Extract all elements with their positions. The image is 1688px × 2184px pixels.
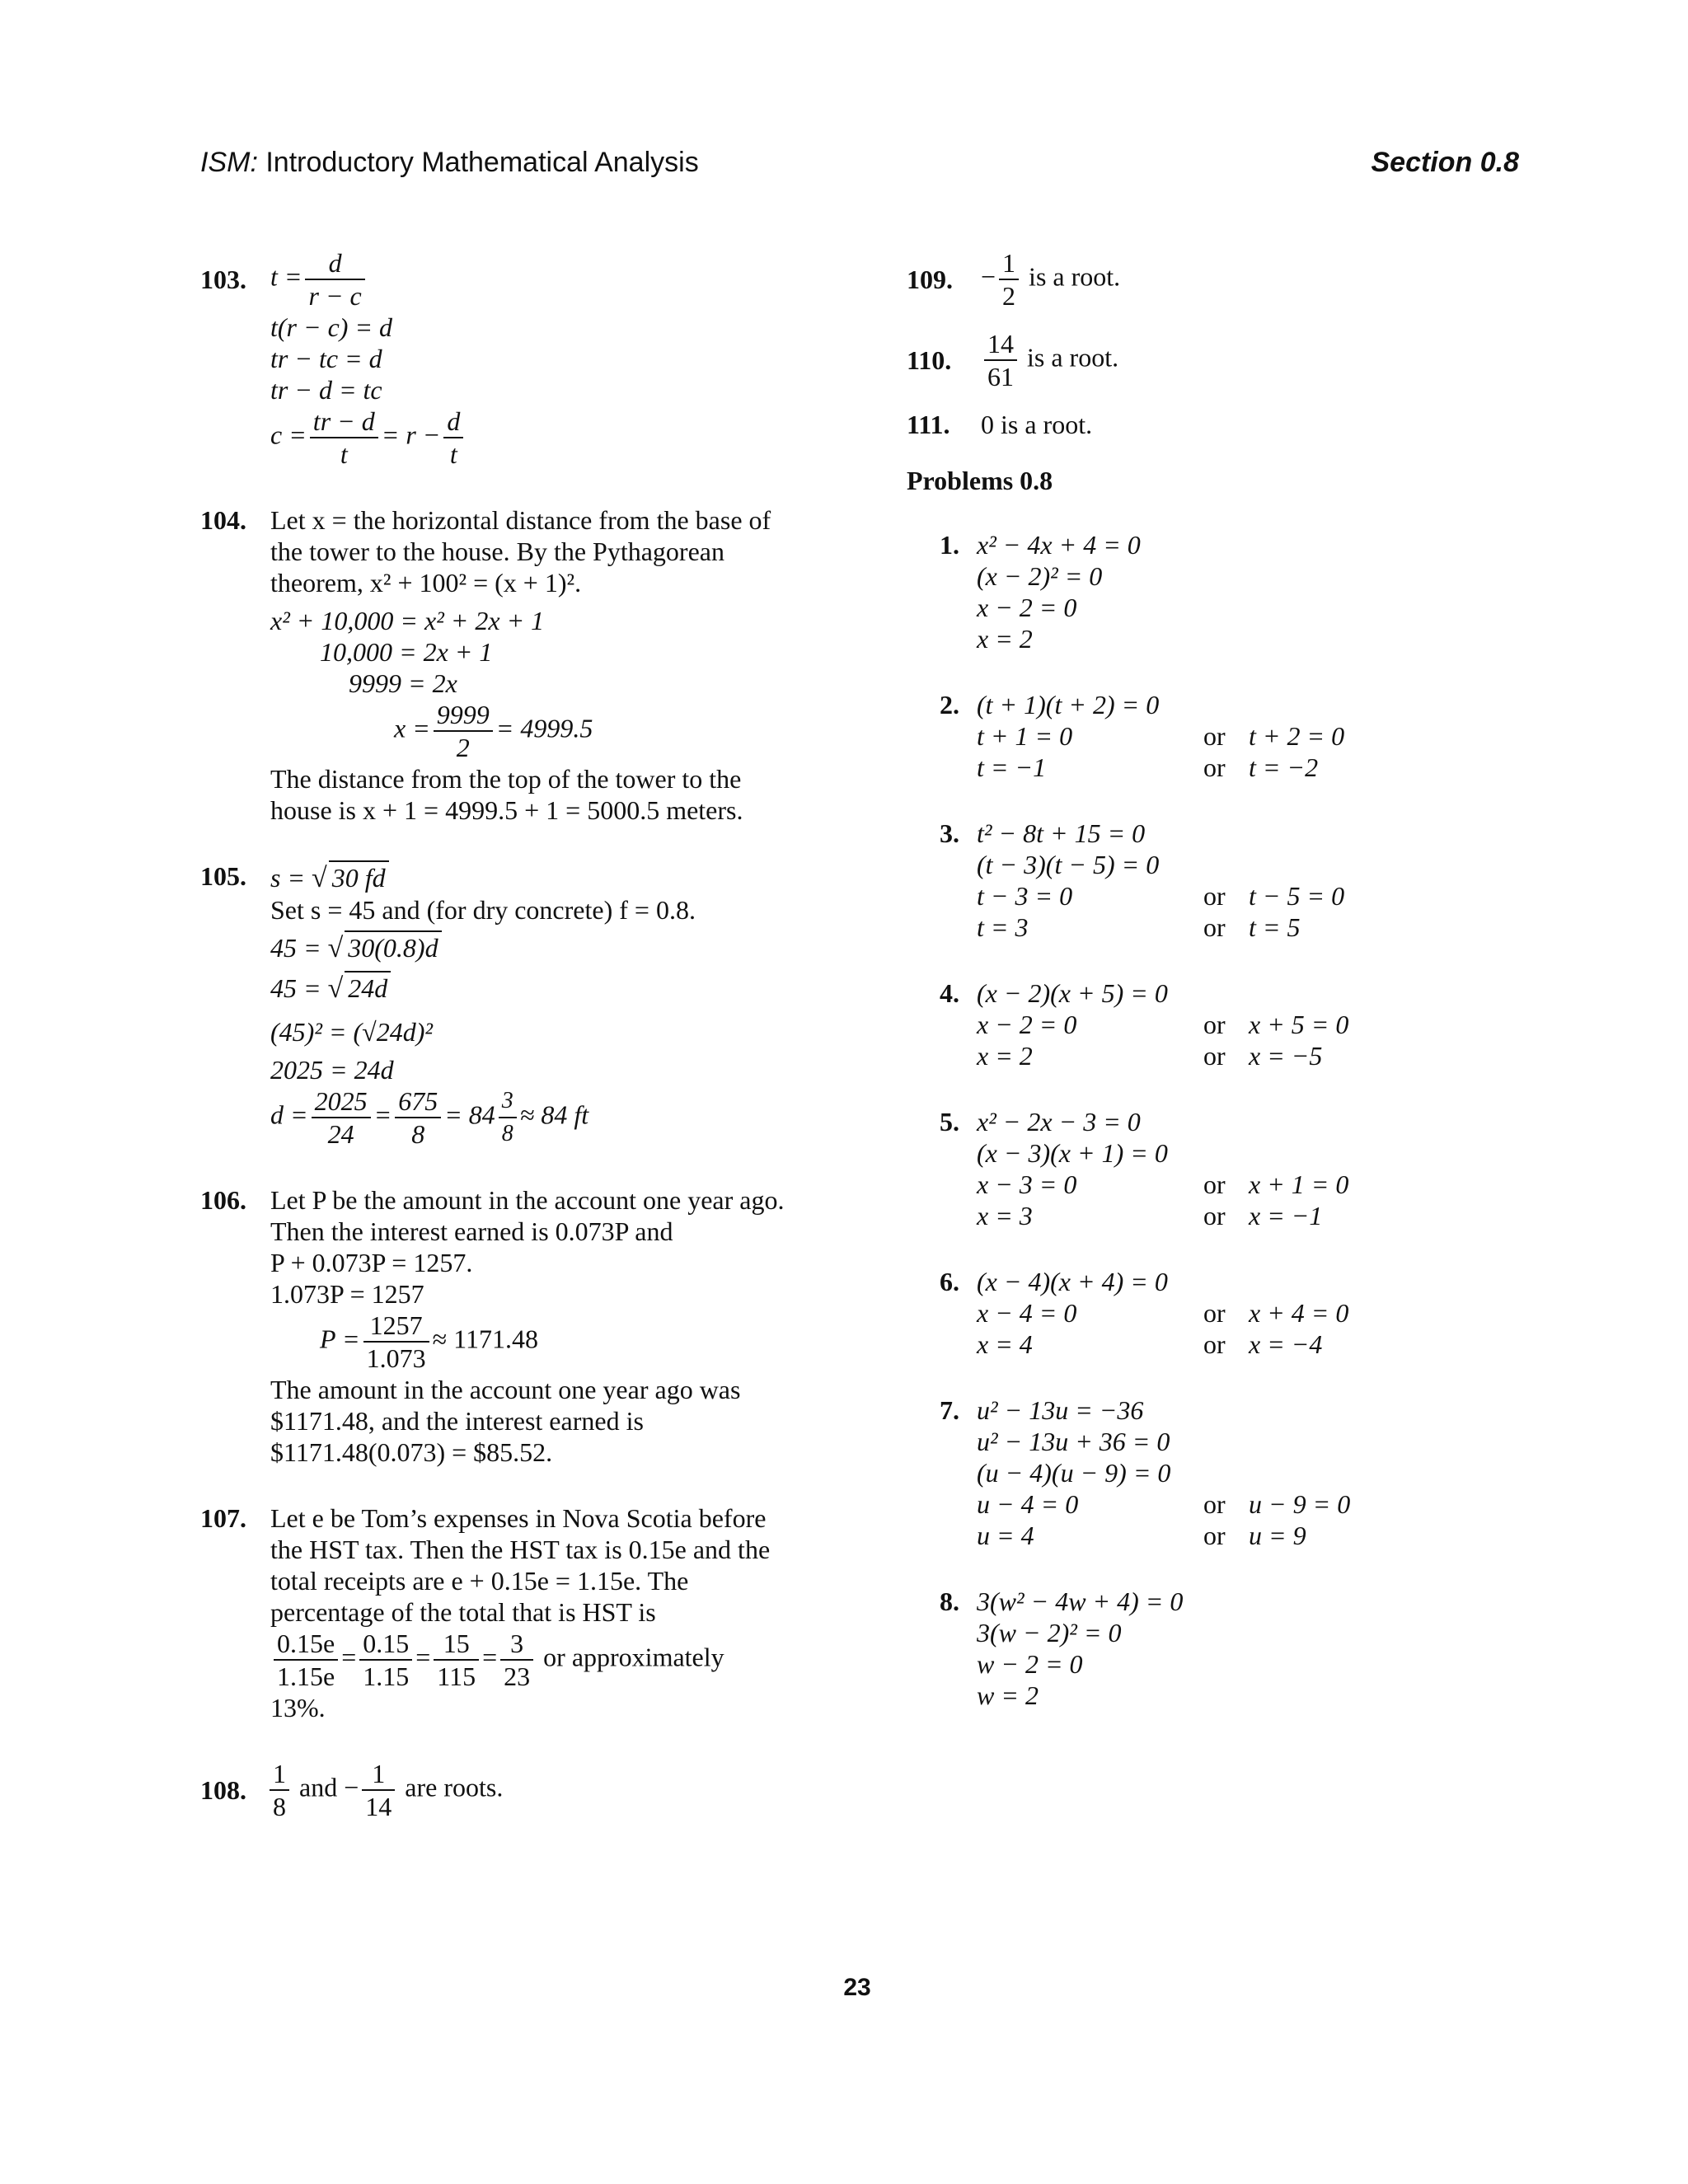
- running-header-left: [200, 147, 699, 179]
- problem-number: 4.: [940, 978, 959, 1008]
- fraction: $\frac{0.15}{1.15}$: [359, 1628, 412, 1692]
- problem-number: 108.: [200, 1775, 246, 1805]
- or-word: or: [1203, 912, 1226, 942]
- case-a: u − 4 = 0: [977, 1489, 1079, 1519]
- page-number: 23: [843, 1974, 871, 2001]
- case-b: x + 4 = 0: [1249, 1298, 1349, 1328]
- or-word: or: [1203, 1489, 1226, 1519]
- radical-icon: √: [327, 973, 344, 1004]
- equation-line: x² − 4x + 4 = 0: [977, 530, 1141, 560]
- fraction: $\frac{3}{23}$: [500, 1628, 533, 1692]
- radical-icon: √: [312, 863, 327, 893]
- equation-line: w − 2 = 0: [977, 1649, 1083, 1679]
- case-a: x − 2 = 0: [977, 1010, 1077, 1039]
- fraction: $\frac{9999}{2}$: [434, 699, 493, 763]
- problem-106: [200, 1184, 843, 1468]
- equation-line: u² − 13u = −36: [977, 1395, 1144, 1425]
- left-column: [200, 247, 843, 1857]
- section-title: Problems 0.8: [907, 466, 1053, 495]
- text-tail: is a root.: [1027, 342, 1119, 373]
- right-column: [907, 247, 1533, 1746]
- case-a: x = 4: [977, 1329, 1033, 1359]
- or-word: or: [1203, 1201, 1226, 1230]
- equation-line: (x − 4)(x + 4) = 0: [977, 1267, 1168, 1296]
- equation-line: t(r − c) = d: [270, 312, 393, 342]
- fraction: $\frac{14}{61}$: [984, 328, 1017, 392]
- or-word: or: [1203, 881, 1226, 911]
- equation-line: 9999 = 2x: [349, 668, 457, 698]
- problem-8: [907, 1586, 1533, 1711]
- problem-number: 106.: [200, 1185, 246, 1215]
- case-b: t + 2 = 0: [1249, 721, 1345, 751]
- radicand: 24d: [345, 971, 391, 1004]
- eq-mid: = 84: [444, 1099, 495, 1130]
- eq-lhs: d =: [270, 1099, 308, 1130]
- problem-number: 103.: [200, 265, 246, 294]
- problem-103: [200, 247, 843, 470]
- equation-line: u² − 13u + 36 = 0: [977, 1427, 1170, 1456]
- case-b: t = 5: [1249, 912, 1301, 942]
- problem-6: [907, 1266, 1533, 1360]
- text-line: 0 is a root.: [981, 410, 1093, 439]
- fraction: $\frac{1}{8}$: [270, 1758, 289, 1822]
- equation-line: (x − 3)(x + 1) = 0: [977, 1138, 1168, 1168]
- text-line: total receipts are e + 0.15e = 1.15e. The: [270, 1566, 689, 1596]
- case-a: u = 4: [977, 1521, 1034, 1550]
- text-line: the HST tax. Then the HST tax is 0.15e and the: [270, 1535, 771, 1564]
- problem-110: [907, 328, 1533, 392]
- case-b: x + 5 = 0: [1249, 1010, 1349, 1039]
- case-a: x = 2: [977, 1041, 1033, 1071]
- text-line: $1171.48(0.073) = $85.52.: [270, 1437, 553, 1467]
- equation-line: (t − 3)(t − 5) = 0: [977, 850, 1160, 879]
- eq-lhs: P =: [320, 1324, 360, 1354]
- problem-number: 5.: [940, 1107, 959, 1137]
- text-line: P + 0.073P = 1257.: [270, 1248, 473, 1277]
- eq-lhs: 45 =: [270, 973, 321, 1003]
- fraction: $\frac{675}{8}$: [395, 1085, 441, 1150]
- problem-number: 8.: [940, 1586, 959, 1616]
- problem-4: [907, 977, 1533, 1071]
- equation-line: 10,000 = 2x + 1: [320, 637, 493, 667]
- equation-line: (t + 1)(t + 2) = 0: [977, 690, 1160, 719]
- problem-108: [200, 1758, 843, 1822]
- problem-number: 105.: [200, 861, 246, 891]
- equation-line: (x − 2)² = 0: [977, 561, 1103, 591]
- case-a: x − 3 = 0: [977, 1169, 1077, 1199]
- case-b: u − 9 = 0: [1249, 1489, 1351, 1519]
- text-line: theorem, x² + 100² = (x + 1)².: [270, 568, 582, 598]
- equation-line: (x − 2)(x + 5) = 0: [977, 978, 1168, 1008]
- problem-number: 3.: [940, 818, 959, 848]
- eq-mid: = r −: [381, 419, 441, 450]
- problem-2: [907, 689, 1533, 783]
- problem-1: [907, 529, 1533, 654]
- eq-lhs: c =: [270, 419, 307, 450]
- equation-line: 3(w − 2)² = 0: [977, 1618, 1122, 1647]
- text-line: 13%.: [270, 1693, 326, 1722]
- case-a: t + 1 = 0: [977, 721, 1073, 751]
- fraction: $\frac{1257}{1.073}$: [363, 1310, 429, 1374]
- text-line: Let x = the horizontal distance from the base of: [270, 505, 771, 535]
- text-and: and −: [299, 1772, 359, 1802]
- case-b: t = −2: [1249, 752, 1319, 782]
- fraction: $\frac{d}{r - c}$: [305, 247, 364, 312]
- fraction: $\frac{1}{2}$: [999, 247, 1019, 312]
- eq-rhs: ≈ 1171.48: [432, 1324, 538, 1354]
- eq-lhs: x =: [394, 713, 430, 743]
- or-word: or: [1203, 1521, 1226, 1550]
- case-b: x + 1 = 0: [1249, 1169, 1349, 1199]
- equation-line: tr − d = tc: [270, 375, 382, 405]
- problem-109: [907, 247, 1533, 312]
- text-line: percentage of the total that is HST is: [270, 1597, 656, 1627]
- problem-107: 107. Let e be Tom’s expenses in Nova Scotia before the HST tax. Then the HST tax is 0.15e and the total receipts are e + 0.15e = 1.15e. The percentage of the total that is HST is $\frac{0.15e}{1.15e}$ = $\frac{0.15}{1.15}$ = $\frac{15}{115}$ = $\frac{3}{23}$ or approximately 13%.: [200, 1502, 843, 1723]
- equation-line: x − 2 = 0: [977, 593, 1077, 622]
- problem-105: 105. s = √ 30 fd Set s = 45 and (for dry concrete) f = 0.8. 45 = √ 30(0.8)d 45 = √ 24d (45)² = (√24d)² 2025 = 24d d = $\frac{2025}{24}$ = $\frac{675}{8}$ = 84 $\frac{3}{8}$ ≈ 84 ft: [200, 860, 843, 1150]
- fraction: $\frac{0.15e}{1.15e}$: [274, 1628, 338, 1692]
- book-prefix: ISM:: [200, 147, 258, 178]
- text-tail: or approximately: [543, 1642, 724, 1672]
- radicand: 30(0.8)d: [345, 930, 441, 963]
- case-a: x = 3: [977, 1201, 1033, 1230]
- equation-line: x² + 10,000 = x² + 2x + 1: [270, 606, 545, 635]
- case-a: t = 3: [977, 912, 1029, 942]
- equation-line: w = 2: [977, 1680, 1039, 1710]
- equation-line: (45)² = (√24d)²: [270, 1017, 433, 1047]
- text-line: 1.073P = 1257: [270, 1279, 424, 1309]
- or-word: or: [1203, 721, 1226, 751]
- eq-lhs: 45 =: [270, 933, 321, 963]
- problem-number: 110.: [907, 345, 952, 375]
- text-tail: is a root.: [1029, 261, 1121, 292]
- book-title: Introductory Mathematical Analysis: [265, 147, 699, 178]
- text-tail: are roots.: [405, 1772, 504, 1802]
- problem-number: 104.: [200, 505, 246, 535]
- fraction: $\frac{3}{8}$: [499, 1085, 517, 1150]
- equation-line: t² − 8t + 15 = 0: [977, 818, 1146, 848]
- equation-line: tr − tc = d: [270, 344, 382, 373]
- problem-3: [907, 818, 1533, 943]
- text-line: Set s = 45 and (for dry concrete) f = 0.8.: [270, 895, 696, 925]
- equation-line: x² − 2x − 3 = 0: [977, 1107, 1141, 1137]
- fraction: $\frac{tr - d}{t}$: [310, 405, 378, 470]
- sign: −: [981, 261, 996, 292]
- or-word: or: [1203, 1298, 1226, 1328]
- text-line: Let P be the amount in the account one year ago.: [270, 1185, 785, 1215]
- radical-icon: √: [327, 933, 344, 963]
- or-word: or: [1203, 1041, 1226, 1071]
- eq-lhs: s =: [270, 863, 306, 893]
- case-a: x − 4 = 0: [977, 1298, 1077, 1328]
- case-a: t = −1: [977, 752, 1047, 782]
- problem-7: [907, 1394, 1533, 1551]
- equation-line: (u − 4)(u − 9) = 0: [977, 1458, 1171, 1488]
- equation-line: 2025 = 24d: [270, 1055, 394, 1085]
- eq-rhs: = 4999.5: [495, 713, 593, 743]
- fraction: $\frac{15}{115}$: [434, 1628, 479, 1692]
- fraction: $\frac{2025}{24}$: [312, 1085, 371, 1150]
- or-word: or: [1203, 752, 1226, 782]
- text-line: The distance from the top of the tower to the: [270, 764, 742, 794]
- problem-number: 109.: [907, 265, 953, 294]
- or-word: or: [1203, 1010, 1226, 1039]
- problem-number: 107.: [200, 1503, 246, 1533]
- problem-104: [200, 504, 843, 826]
- radicand: 30 fd: [329, 860, 389, 893]
- or-word: or: [1203, 1329, 1226, 1359]
- fraction: $\frac{1}{14}$: [362, 1758, 395, 1822]
- case-b: u = 9: [1249, 1521, 1306, 1550]
- or-word: or: [1203, 1169, 1226, 1199]
- equation-line: 3(w² − 4w + 4) = 0: [977, 1586, 1184, 1616]
- text-line: Then the interest earned is 0.073P and: [270, 1216, 673, 1246]
- problem-number: 111.: [907, 410, 950, 439]
- problem-number: 2.: [940, 690, 959, 719]
- fraction: $\frac{d}{t}$: [443, 405, 463, 470]
- problem-111: [907, 409, 1533, 440]
- case-a: t − 3 = 0: [977, 881, 1073, 911]
- text-line: Let e be Tom’s expenses in Nova Scotia before: [270, 1503, 767, 1533]
- text-line: the tower to the house. By the Pythagorean: [270, 537, 724, 566]
- text-line: house is x + 1 = 4999.5 + 1 = 5000.5 meters.: [270, 795, 743, 825]
- problem-number: 7.: [940, 1395, 959, 1425]
- eq-lhs: t =: [270, 261, 302, 292]
- eq-rhs: ≈ 84 ft: [519, 1099, 589, 1130]
- case-b: x = −5: [1249, 1041, 1323, 1071]
- equation-line: x = 2: [977, 624, 1033, 654]
- problem-number: 6.: [940, 1267, 959, 1296]
- case-b: t − 5 = 0: [1249, 881, 1345, 911]
- case-b: x = −4: [1249, 1329, 1323, 1359]
- text-line: $1171.48, and the interest earned is: [270, 1406, 644, 1436]
- problem-5: [907, 1106, 1533, 1231]
- running-header-section: Section 0.8: [1371, 147, 1519, 178]
- problem-number: 1.: [940, 530, 959, 560]
- case-b: x = −1: [1249, 1201, 1323, 1230]
- text-line: The amount in the account one year ago was: [270, 1375, 741, 1404]
